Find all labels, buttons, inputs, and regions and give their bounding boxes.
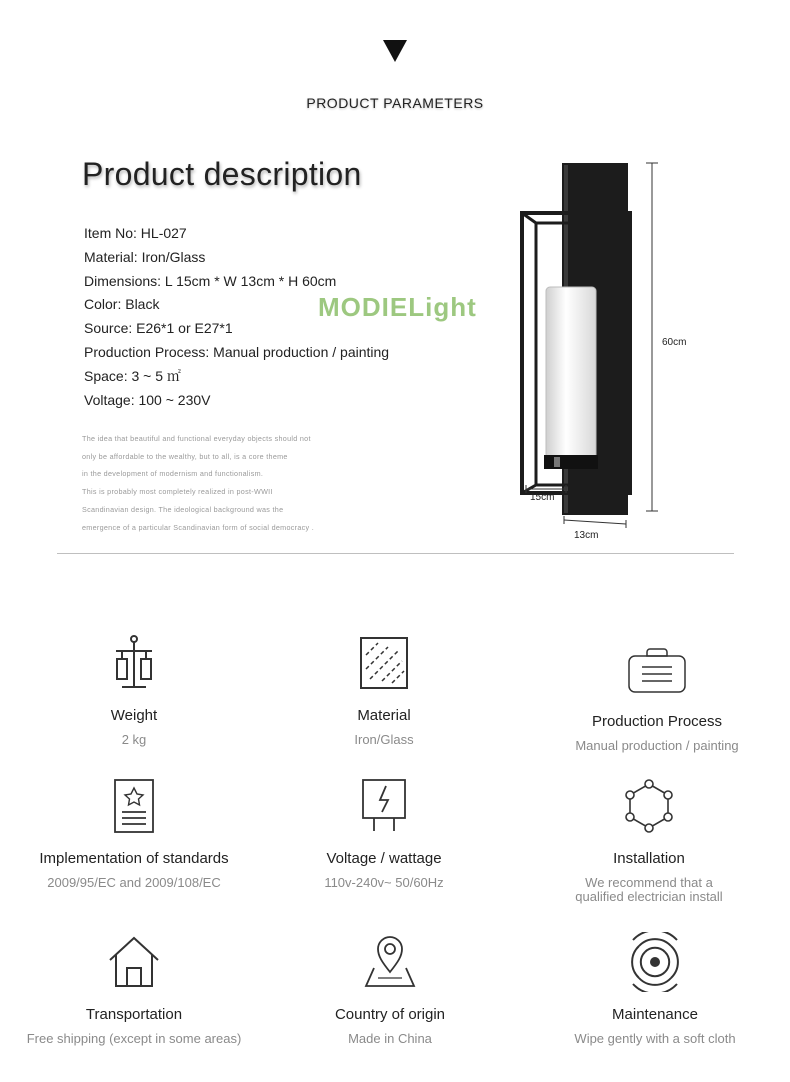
radiating-circles-icon [625,932,685,992]
feature-label: Installation [613,850,685,867]
intro-line: This is probably most completely realized in post-WWII [82,487,273,497]
description-title: Product description [82,156,362,192]
dimension-width: 15cm [530,492,555,503]
intro-line: The idea that beautiful and functional everyday objects should not [82,434,311,443]
spec-color: Color: Black [84,296,160,313]
section-heading: PRODUCT PARAMETERS [306,95,484,111]
spec-voltage: Voltage: 100 ~ 230V [84,391,211,408]
feature-label: Country of origin [334,1006,446,1023]
feature-value: Free shipping (except in some areas) [26,1031,242,1046]
divider [57,553,734,554]
toolbox-icon [624,639,690,699]
feature-value: We recommend that a qualified electrician install [575,875,723,904]
feature-material [259,633,509,747]
spec-source: Source: E26*1 or E27*1 [84,320,233,337]
intro-line: emergence of a particular Scandinavian form of social democracy . [82,522,315,532]
intro-text [82,430,392,536]
spec-space: Space: 3 ~ 5 ㎡ [84,367,181,384]
feature-production-process [532,639,782,753]
intro-line: Scandinavian design. The ideological background was the [82,504,284,514]
feature-label: Transportation [85,1006,183,1023]
spec-material: Material: Iron/Glass [84,248,206,265]
feature-value: 2009/95/EC and 2009/108/EC [47,875,221,890]
feature-transportation [9,932,259,1046]
brand-watermark: MODIELight [318,292,477,322]
feature-country-of-origin [265,932,515,1046]
feature-label: Weight [110,707,158,724]
feature-label: Material [357,707,411,724]
feature-value: 2 kg [121,732,147,747]
spec-process: Production Process: Manual production / painting [84,343,390,360]
intro-line: in the development of modernism and functionalism. [82,469,264,479]
certificate-icon [104,776,164,836]
house-icon [104,932,164,992]
feature-label: Maintenance [612,1006,698,1023]
feature-maintenance [530,932,780,1046]
location-map-icon [360,932,420,992]
feature-value: Manual production / painting [575,738,739,753]
scale-icon [104,633,164,693]
feature-value: 110v-240v~ 50/60Hz [324,875,444,890]
intro-line: only be affordable to the wealthy, but to all, is a core theme [82,451,288,461]
feature-standards [9,776,259,890]
product-image [510,155,670,545]
down-triangle-icon [383,40,407,62]
feature-label: Production Process [591,713,723,730]
spec-dimensions: Dimensions: L 15cm * W 13cm * H 60cm [84,272,337,289]
feature-installation [524,776,774,904]
feature-weight [9,633,259,747]
dimension-height: 60cm [662,337,687,348]
feature-value: Wipe gently with a soft cloth [574,1031,736,1046]
feature-voltage [259,776,509,890]
feature-label: Implementation of standards [39,850,229,867]
dimension-depth: 13cm [574,530,599,541]
network-hexagon-icon [619,776,679,836]
feature-value: Made in China [348,1031,432,1046]
feature-value: Iron/Glass [354,732,414,747]
glass-pane-icon [354,633,414,693]
spec-item-no: Item No: HL-027 [84,225,187,241]
power-plug-icon [354,776,414,836]
feature-label: Voltage / wattage [326,850,442,867]
